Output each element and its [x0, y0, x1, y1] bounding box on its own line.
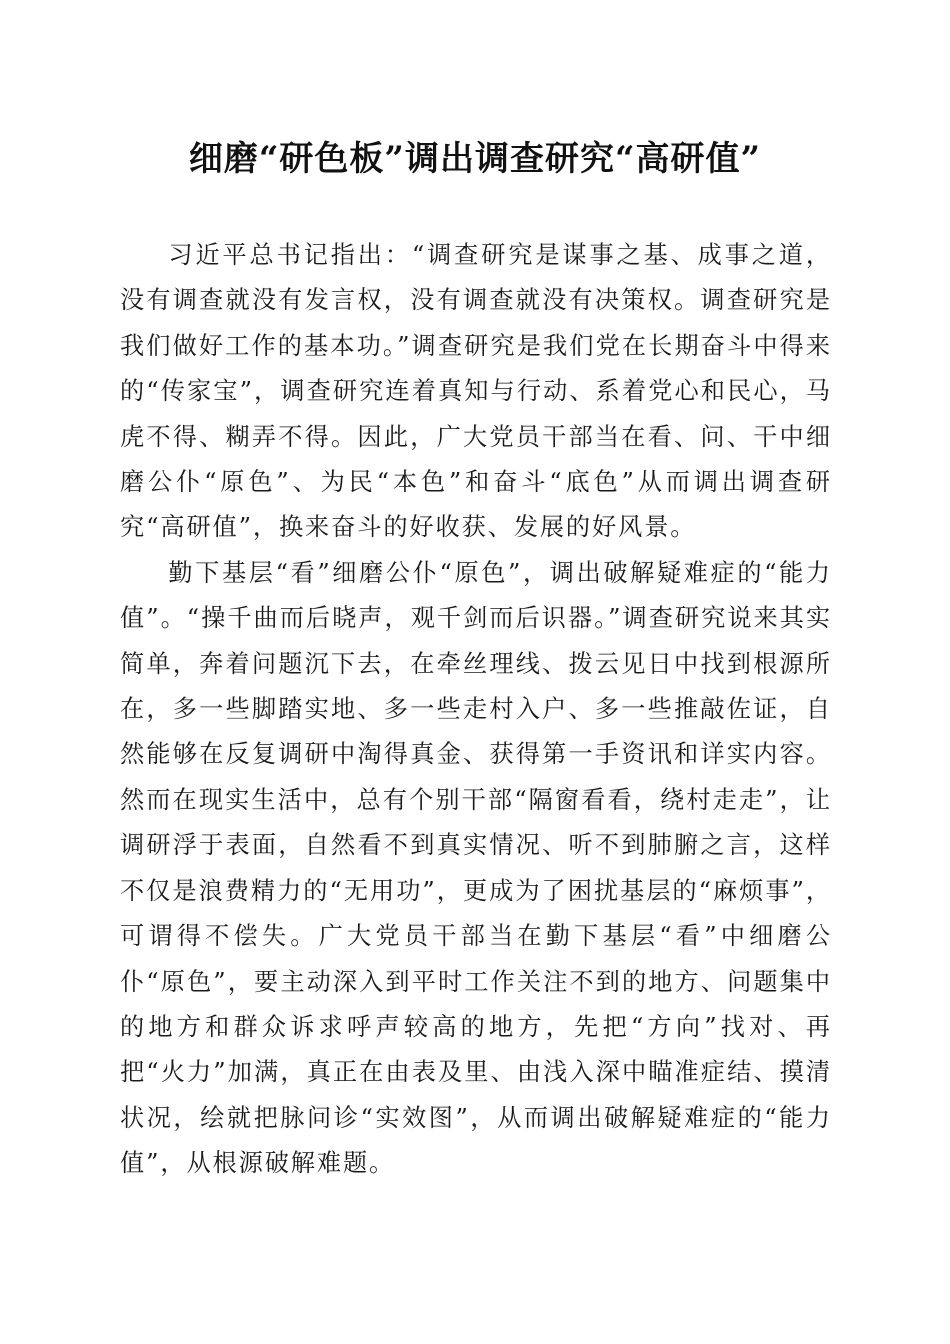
document-title: 细磨“研色板”调出调查研究“高研值” [188, 139, 762, 179]
paragraph-intro: 习近平总书记指出：“调查研究是谋事之基、成事之道，没有调查就没有发言权，没有调查就没有决策权。调查研究是我们做好工作的基本功。”调查研究是我们党在长期奋斗中得来的“传家宝”，调查研究连着真知与行动、系着党心和民心，马虎不得、糊弄不得。因此，广大党员干部当在看、问、干中细磨公仆“原色”、为民“本色”和奋斗“底色”从而调出调查研究“高研值”，换来奋斗的好收获、发展的好风景。 [120, 241, 832, 542]
document-body [120, 233, 832, 1187]
paragraph-grassroots: 勤下基层“看”细磨公仆“原色”，调出破解疑难症的“能力值”。“操千曲而后晓声，观千剑而后识器。”调查研究说来其实简单，奔着问题沉下去，在牵丝理线、拨云见日中找到根源所在，多一些脚踏实地、多一些走村入户、多一些推敲佐证，自然能够在反复调研中淘得真金、获得第一手资讯和详实内容。然而在现实生活中，总有个别干部“隔窗看看，绕村走走”，让调研浮于表面，自然看不到真实情况、听不到肺腑之言，这样不仅是浪费精力的“无用功”，更成为了困扰基层的“麻烦事”，可谓得不偿失。广大党员干部当在勤下基层“看”中细磨公仆“原色”，要主动深入到平时工作关注不到的地方、问题集中的地方和群众诉求呼声较高的地方，先把“方向”找对、再把“火力”加满，真正在由表及里、由浅入深中瞄准症结、摸清状况，绘就把脉问诊“实效图”，从而调出破解疑难症的“能力值”，从根源破解难题。 [120, 558, 832, 1178]
